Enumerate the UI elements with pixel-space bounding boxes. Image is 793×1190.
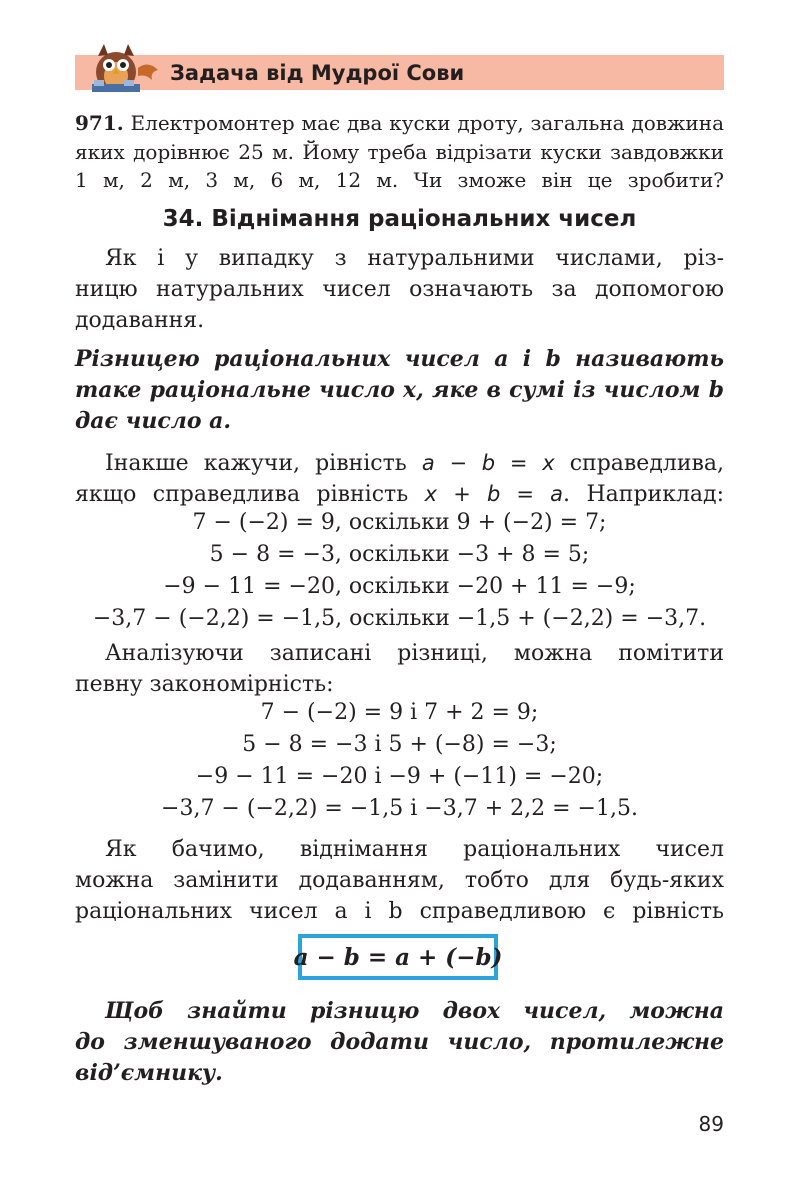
example-equation: −9 − 11 = −20 і −9 + (−11) = −20; (195, 764, 604, 789)
example-equation: −3,7 − (−2,2) = −1,5 і −3,7 + 2,2 = −1,5. (161, 796, 638, 821)
inline-formula: x + b = a (424, 482, 564, 506)
definition-line: таке раціональне число x, яке в сумі із числом b (75, 377, 724, 403)
paragraph (75, 448, 724, 510)
paragraph (75, 638, 724, 700)
rule (75, 996, 724, 1089)
text-span: справедлива, (554, 451, 724, 476)
example-equation: 7 − (−2) = 9 і 7 + 2 = 9; (260, 700, 539, 725)
paragraph (75, 834, 724, 927)
banner-title: Задача від Мудрої Сови (170, 61, 465, 85)
text-span: . Наприклад: (563, 482, 724, 507)
examples-block (75, 507, 724, 635)
key-formula: a − b = a + (−b) (293, 943, 503, 971)
paragraph-line: Як бачимо, віднімання раціональних чисел (105, 837, 724, 862)
paragraph-line (75, 448, 724, 479)
section-title: 34. Віднімання раціональних чисел (162, 206, 637, 232)
example-equation: 5 − 8 = −3 і 5 + (−8) = −3; (242, 732, 557, 757)
paragraph-line: Як і у випадку з натуральними числами, різ- (105, 246, 724, 271)
paragraph-line: додавання. (75, 308, 205, 333)
text-span: якщо справедлива рівність (75, 482, 425, 507)
problem-number: 971. (75, 111, 124, 135)
problem-line (75, 109, 724, 138)
definition (75, 344, 724, 437)
page-number: 89 (698, 1112, 724, 1136)
examples-block (75, 697, 724, 825)
paragraph-line: раціональних чисел a і b справедливою є рівність (75, 899, 724, 924)
definition-line: Різницею раціональних чисел a і b називають (75, 346, 724, 372)
paragraph-line (75, 479, 724, 510)
problem-text: Електромонтер має два куски дроту, загальна довжина (130, 111, 724, 135)
problem-line: яких дорівнює 25 м. Йому треба відрізати куски завдовжки (75, 139, 724, 164)
definition-line: дає число a. (75, 408, 232, 434)
paragraph (75, 243, 724, 336)
owl-icon (76, 38, 168, 98)
text-span: Інакше кажучи, рівність (105, 451, 422, 476)
example-equation: −3,7 − (−2,2) = −1,5, оскільки −1,5 + (−2,2) = −3,7. (92, 606, 707, 631)
example-equation: 7 − (−2) = 9, оскільки 9 + (−2) = 7; (192, 510, 607, 535)
inline-formula: a − b = x (421, 451, 555, 475)
key-formula-box (293, 934, 503, 980)
problem-line: 1 м, 2 м, 3 м, 6 м, 12 м. Чи зможе він це зробити? (75, 168, 724, 192)
paragraph-line: ницю натуральних чисел означають за допомогою (75, 277, 724, 302)
paragraph-line: Аналізуючи записані різниці, можна помітити (105, 641, 724, 666)
rule-line: Щоб знайти різницю двох чисел, можна (105, 998, 724, 1024)
problem-971 (75, 109, 724, 195)
example-equation: −9 − 11 = −20, оскільки −20 + 11 = −9; (163, 574, 636, 599)
rule-line: від’ємнику. (75, 1060, 223, 1086)
example-equation: 5 − 8 = −3, оскільки −3 + 8 = 5; (209, 542, 590, 567)
paragraph-line: певну закономірність: (75, 672, 334, 697)
rule-line: до зменшуваного додати число, протилежне (75, 1029, 724, 1055)
paragraph-line: можна замінити додаванням, тобто для будь-яких (75, 868, 724, 893)
